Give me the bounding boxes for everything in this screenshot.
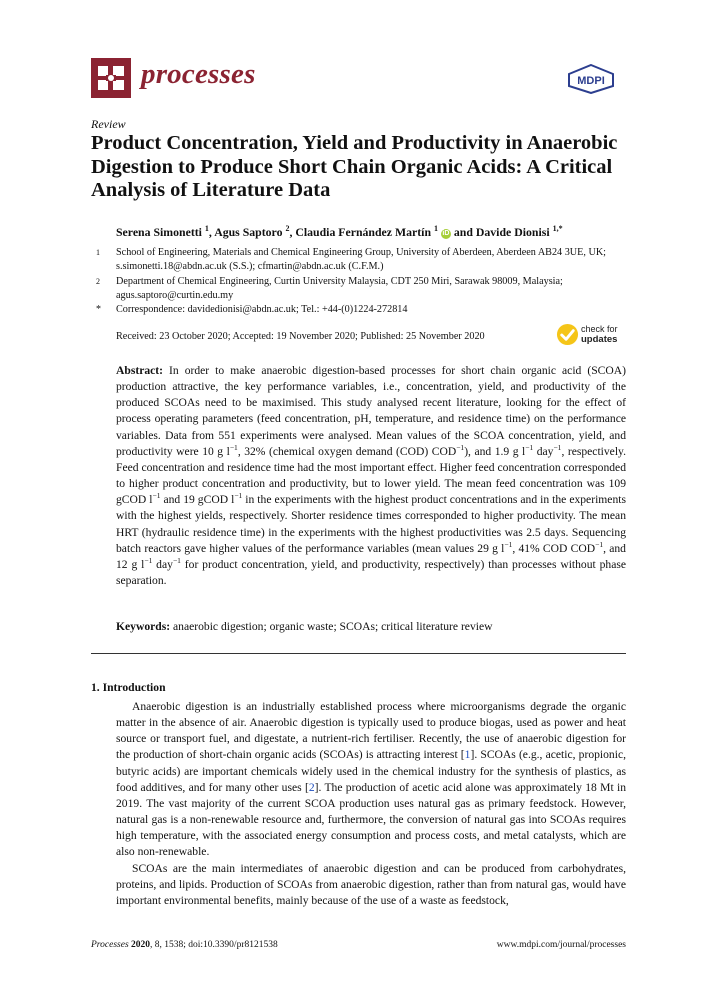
section-divider bbox=[91, 653, 626, 654]
abstract-text: , 41% COD COD bbox=[512, 541, 596, 555]
section-heading: 1. Introduction bbox=[91, 681, 166, 694]
paragraph: SCOAs are the main intermediates of anaerobic digestion and can be produced from carbohydrates, proteins, and lipids. Production of SCOAs from anaerobic digestion, rather than from natural gas, would have important environmental benefits, mainly because of the use of a waste as feedstock, bbox=[116, 861, 626, 907]
abstract-text: , respectively. Feed concentration and residence time had the most important effect. Higher feed concentration corresponded to higher product concentration and productivity, but to lower yield. The mean feed concentration was 109 gCOD l bbox=[116, 444, 626, 507]
footer-journal: Processes bbox=[91, 940, 129, 950]
publisher-logo-text: MDPI bbox=[577, 75, 605, 87]
keywords-text: anaerobic digestion; organic waste; SCOAs; critical literature review bbox=[170, 620, 493, 633]
unit-exponent: −1 bbox=[595, 539, 604, 549]
author-separator: , bbox=[208, 224, 212, 239]
abstract-text: in the experiments with the highest product concentrations and in the experiments with the highest yields, respectively. Shorter residence times corresponded to higher productivity. The mean HRT (hydraulic residence time) in the experiments with the highest productivities was 2.5 days. Sequencing batch reactors gave higher values of the performance variables (mean values 29 g l bbox=[116, 493, 626, 555]
footer-citation bbox=[91, 940, 278, 950]
check-updates-icon bbox=[556, 323, 579, 346]
author-affiliation-mark: 1 bbox=[204, 224, 209, 233]
publication-dates: Received: 23 October 2020; Accepted: 19 November 2020; Published: 25 November 2020 bbox=[116, 331, 485, 342]
affiliation-1 bbox=[96, 246, 626, 275]
paragraph-text: ]. The production of acetic acid alone was approximately 18 Mt in 2019. The vast majority of the current SCOA production uses natural gas as primary feedstock. However, natural gas is a non-renewable resource and, furthermore, the conversion of natural gas into SCOAs requires high temperature, with the associated energy consumption and process costs, and metal catalysts, which are also non-renewable. bbox=[116, 780, 626, 859]
author-name: Agus Saptoro bbox=[214, 224, 283, 239]
correspondence bbox=[96, 303, 626, 317]
affiliation-text: Correspondence: davidedionisi@abdn.ac.uk; Tel.: +44-(0)1224-272814 bbox=[116, 304, 408, 315]
journal-logo-icon bbox=[91, 58, 131, 98]
author-affiliation-mark: 2 bbox=[285, 224, 290, 233]
unit-exponent: −1 bbox=[229, 442, 238, 452]
affiliation-marker: 2 bbox=[96, 277, 100, 286]
paragraph-text: Anaerobic digestion is an industrially established process where microorganisms degrade the organic matter in the absence of air. Anaerobic digestion is typically used to produce biogas, used as power and heat source or transport fuel, and digestate, a nutrient-rich fertiliser. Recently, the use of anaerobic digestion for the production of short-chain organic acids (SCOAs) is attracting interest [ bbox=[116, 700, 626, 762]
article-title: Product Concentration, Yield and Productivity in Anaerobic Digestion to Produce Short Chain Organic Acids: A Critical Analysis of Literature Data bbox=[91, 132, 618, 201]
affiliation-marker: 1 bbox=[96, 248, 100, 257]
abstract-text: day bbox=[533, 444, 554, 458]
unit-exponent: −1 bbox=[172, 556, 181, 566]
introduction-body bbox=[116, 699, 626, 909]
author-name: Davide Dionisi bbox=[475, 224, 550, 239]
author-conjunction: and bbox=[453, 224, 473, 239]
keywords bbox=[116, 620, 626, 633]
mdpi-logo-icon bbox=[566, 64, 616, 94]
unit-exponent: −1 bbox=[234, 491, 243, 501]
abstract-text: ), and 1.9 g l bbox=[464, 444, 526, 458]
abstract-text: day bbox=[152, 557, 173, 571]
footer-url[interactable]: www.mdpi.com/journal/processes bbox=[496, 940, 626, 950]
affiliation-text: School of Engineering, Materials and Chemical Engineering Group, University of Aberdeen, Aberdeen AB24 3UE, UK; s.simonetti.18@abdn.ac.uk (S.S.); cfmartin@abdn.ac.uk (C.F.M.) bbox=[116, 247, 607, 273]
abstract-text: In order to make anaerobic digestion-based processes for short chain organic acid (SCOA) production attractive, the key performance variables, i.e., concentration, yield, and productivity of the produced SCOAs need to be maximised. This study analysed recent literature, looking for the effect of process operating parameters (feed concentration, pH, temperature, and residence time) on the performance variables. Data from 551 experiments were analysed. Mean values of the SCOA concentration, yield, and productivity were 10 g l bbox=[116, 364, 626, 458]
abstract-text: , and 12 g l bbox=[116, 541, 626, 571]
unit-exponent: −1 bbox=[525, 442, 534, 452]
abstract-text: and 19 gCOD l bbox=[160, 493, 235, 507]
keywords-label: Keywords: bbox=[116, 620, 171, 633]
affiliation-text: Department of Chemical Engineering, Curtin University Malaysia, CDT 250 Miri, Sarawak 98009, Malaysia; agus.saptoro@curtin.edu.my bbox=[116, 276, 563, 302]
check-updates-text bbox=[581, 325, 618, 344]
unit-exponent: −1 bbox=[456, 442, 465, 452]
abstract-text: for product concentration, yield, and productivity, respectively) than processes without phase separation. bbox=[116, 557, 627, 588]
author-name: Claudia Fernández Martín bbox=[295, 224, 432, 239]
affiliation-marker: * bbox=[96, 304, 101, 315]
paragraph bbox=[116, 699, 626, 861]
check-for-updates-badge[interactable] bbox=[556, 323, 626, 349]
author-list bbox=[116, 224, 626, 240]
abstract bbox=[116, 363, 626, 589]
author-name: Serena Simonetti bbox=[116, 224, 202, 239]
author-affiliation-mark: 1,* bbox=[552, 224, 563, 233]
author-separator: , bbox=[289, 224, 293, 239]
citation-link[interactable]: 1 bbox=[464, 748, 471, 762]
orcid-icon[interactable]: iD bbox=[442, 229, 450, 237]
footer-doi: , 8, 1538; doi:10.3390/pr8121538 bbox=[150, 940, 278, 950]
abstract-label: Abstract: bbox=[116, 364, 164, 377]
unit-exponent: −1 bbox=[504, 539, 513, 549]
paragraph-text: ]. SCOAs (e.g., acetic, propionic, butyric acids) are important chemicals widely used in the chemical industry for the synthesis of plastics, as food additives, and for many other uses [ bbox=[116, 748, 626, 794]
footer-year: 2020 bbox=[131, 940, 151, 950]
unit-exponent: −1 bbox=[144, 556, 153, 566]
unit-exponent: −1 bbox=[152, 491, 161, 501]
check-updates-line1: check for bbox=[581, 324, 618, 334]
affiliation-2 bbox=[96, 275, 626, 304]
citation-link[interactable]: 2 bbox=[308, 780, 315, 794]
abstract-text: , 32% (chemical oxygen demand (COD) COD bbox=[237, 444, 457, 458]
check-updates-line2: updates bbox=[581, 333, 618, 345]
unit-exponent: −1 bbox=[553, 442, 562, 452]
article-type: Review bbox=[91, 117, 126, 131]
author-affiliation-mark: 1 bbox=[433, 224, 438, 233]
journal-name: processes bbox=[141, 58, 256, 90]
